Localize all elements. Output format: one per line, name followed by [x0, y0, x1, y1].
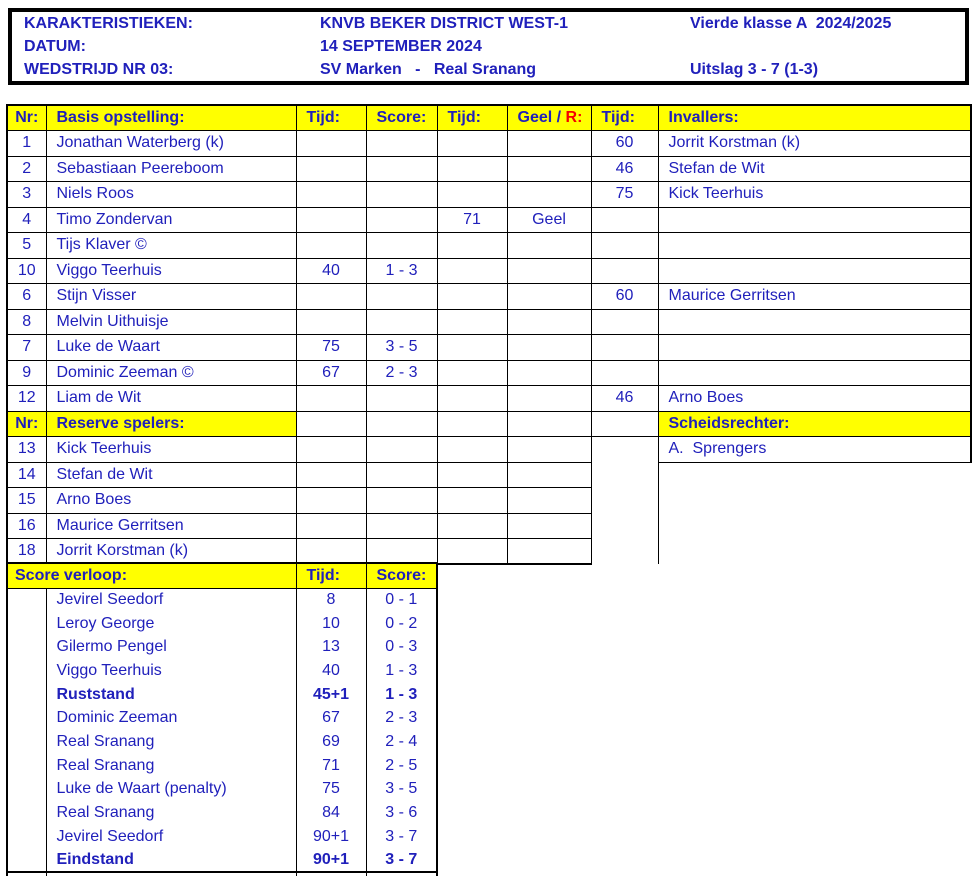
empty-cell	[296, 488, 366, 514]
running-score: 3 - 6	[366, 801, 437, 825]
sub-time	[591, 360, 658, 386]
player-row	[7, 233, 971, 259]
lineup-header-row	[7, 105, 971, 131]
score-verloop-header-row	[7, 563, 437, 588]
empty-cell	[7, 706, 46, 730]
reserve-row	[7, 539, 971, 565]
empty-cell	[366, 437, 437, 463]
player-row	[7, 258, 971, 284]
referee-name: A. Sprengers	[658, 437, 971, 463]
player-row	[7, 182, 971, 208]
sub-time: 46	[591, 386, 658, 412]
goal-minute: 13	[296, 635, 366, 659]
reserve-nr: 16	[7, 513, 46, 539]
goal-score	[366, 309, 437, 335]
goal-minute: 71	[296, 754, 366, 778]
open-tijd-cell	[591, 437, 658, 463]
sub-time	[591, 258, 658, 284]
player-nr: 6	[7, 284, 46, 310]
open-tijd-cell	[591, 513, 658, 539]
card-time	[437, 131, 507, 157]
empty-cell	[296, 539, 366, 565]
col-header-basis: Basis opstelling:	[46, 105, 296, 131]
goal-row	[7, 730, 437, 754]
datum-label: DATUM:	[24, 38, 86, 55]
empty-cell	[7, 801, 46, 825]
player-name: Timo Zondervan	[46, 207, 296, 233]
open-area	[658, 539, 971, 565]
goal-row	[7, 825, 437, 849]
player-nr: 2	[7, 156, 46, 182]
empty-cell	[366, 539, 437, 565]
sub-name: Arno Boes	[658, 386, 971, 412]
final-minute: 90+1	[296, 849, 366, 873]
player-nr: 9	[7, 360, 46, 386]
goal-time	[296, 131, 366, 157]
card-type	[507, 386, 591, 412]
card-time	[437, 156, 507, 182]
goal-time: 75	[296, 335, 366, 361]
header-right-empty	[678, 36, 965, 58]
halftime-score: 1 - 3	[366, 683, 437, 707]
empty-cell	[437, 513, 507, 539]
geel-label: Geel /	[517, 109, 566, 126]
scorer-name: Jevirel Seedorf	[46, 588, 296, 612]
halftime-row	[7, 683, 437, 707]
sub-name	[658, 360, 971, 386]
reserve-name: Stefan de Wit	[46, 462, 296, 488]
player-name: Tijs Klaver ©	[46, 233, 296, 259]
header-row-karakteristieken	[12, 13, 965, 35]
sub-name: Jorrit Korstman (k)	[658, 131, 971, 157]
reserve-header-row	[7, 411, 971, 437]
goal-score: 2 - 3	[366, 360, 437, 386]
player-nr: 8	[7, 309, 46, 335]
sub-time	[591, 335, 658, 361]
score-verloop-tijd-header: Tijd:	[296, 563, 366, 588]
goal-time	[296, 233, 366, 259]
reserve-nr: 13	[7, 437, 46, 463]
empty-cell	[366, 488, 437, 514]
sub-time: 46	[591, 156, 658, 182]
col-header-invallers: Invallers:	[658, 105, 971, 131]
stub-cell	[46, 872, 296, 876]
sub-name	[658, 258, 971, 284]
goal-score	[366, 182, 437, 208]
empty-cell	[507, 539, 591, 565]
player-name: Liam de Wit	[46, 386, 296, 412]
sub-name	[658, 309, 971, 335]
player-name: Viggo Teerhuis	[46, 258, 296, 284]
goal-row	[7, 612, 437, 636]
goal-score	[366, 386, 437, 412]
match-date: 14 SEPTEMBER 2024	[320, 38, 482, 55]
goal-minute: 67	[296, 706, 366, 730]
col-header-tijd1: Tijd:	[296, 105, 366, 131]
goal-score	[366, 156, 437, 182]
league-class: Vierde klasse A 2024/2025	[690, 15, 892, 32]
player-row	[7, 131, 971, 157]
card-type	[507, 284, 591, 310]
sub-name: Maurice Gerritsen	[658, 284, 971, 310]
empty-cell	[7, 659, 46, 683]
stub-cell	[366, 872, 437, 876]
match-header-box	[8, 8, 969, 85]
goal-minute: 75	[296, 778, 366, 802]
sub-name	[658, 207, 971, 233]
card-type	[507, 156, 591, 182]
sub-time	[591, 309, 658, 335]
goal-score	[366, 207, 437, 233]
reserve-name: Arno Boes	[46, 488, 296, 514]
running-score: 0 - 1	[366, 588, 437, 612]
sub-name: Stefan de Wit	[658, 156, 971, 182]
sub-time	[591, 207, 658, 233]
cutoff-stub-row	[7, 872, 437, 876]
reserve-nr-header: Nr:	[7, 411, 46, 437]
open-tijd-cell	[591, 488, 658, 514]
reserve-row	[7, 437, 971, 463]
sub-name: Kick Teerhuis	[658, 182, 971, 208]
running-score: 2 - 5	[366, 754, 437, 778]
card-time	[437, 360, 507, 386]
card-type	[507, 335, 591, 361]
reserve-row	[7, 513, 971, 539]
goal-row	[7, 801, 437, 825]
open-area	[658, 488, 971, 514]
sub-name	[658, 233, 971, 259]
header-row-wedstrijd	[12, 59, 965, 81]
card-time	[437, 386, 507, 412]
sub-time: 60	[591, 131, 658, 157]
player-row	[7, 156, 971, 182]
goal-row	[7, 635, 437, 659]
empty-cell	[437, 462, 507, 488]
scorer-name: Leroy George	[46, 612, 296, 636]
player-row	[7, 360, 971, 386]
empty-cell	[7, 730, 46, 754]
card-type	[507, 360, 591, 386]
goal-score	[366, 284, 437, 310]
goal-row	[7, 706, 437, 730]
col-header-geel-r	[507, 105, 591, 131]
card-time	[437, 284, 507, 310]
goal-score: 3 - 5	[366, 335, 437, 361]
scorer-name: Viggo Teerhuis	[46, 659, 296, 683]
col-header-tijd3: Tijd:	[591, 105, 658, 131]
reserve-nr: 18	[7, 539, 46, 565]
sub-time: 60	[591, 284, 658, 310]
empty-cell	[591, 411, 658, 437]
goal-minute: 90+1	[296, 825, 366, 849]
empty-cell	[366, 411, 437, 437]
running-score: 2 - 3	[366, 706, 437, 730]
score-verloop-table	[6, 562, 438, 876]
goal-row	[7, 778, 437, 802]
empty-cell	[7, 683, 46, 707]
goal-minute: 8	[296, 588, 366, 612]
goal-row	[7, 588, 437, 612]
empty-cell	[7, 635, 46, 659]
goal-time	[296, 284, 366, 310]
halftime-minute: 45+1	[296, 683, 366, 707]
player-nr: 7	[7, 335, 46, 361]
card-type	[507, 309, 591, 335]
goal-time	[296, 156, 366, 182]
card-type	[507, 131, 591, 157]
referee-label: Scheidsrechter:	[658, 411, 971, 437]
competition-name: KNVB BEKER DISTRICT WEST-1	[320, 15, 569, 32]
empty-cell	[296, 462, 366, 488]
player-row	[7, 284, 971, 310]
reserve-row	[7, 462, 971, 488]
goal-time	[296, 386, 366, 412]
empty-cell	[507, 437, 591, 463]
scorer-name: Dominic Zeeman	[46, 706, 296, 730]
goal-time: 67	[296, 360, 366, 386]
empty-cell	[7, 849, 46, 873]
scorer-name: Jevirel Seedorf	[46, 825, 296, 849]
reserve-name: Maurice Gerritsen	[46, 513, 296, 539]
empty-cell	[7, 588, 46, 612]
open-area	[658, 462, 971, 488]
col-header-nr: Nr:	[7, 105, 46, 131]
header-row-datum	[12, 36, 965, 58]
open-tijd-cell	[591, 462, 658, 488]
match-result: Uitslag 3 - 7 (1-3)	[690, 61, 819, 78]
goal-score	[366, 233, 437, 259]
goal-row	[7, 754, 437, 778]
running-score: 1 - 3	[366, 659, 437, 683]
empty-cell	[296, 437, 366, 463]
sub-time	[591, 233, 658, 259]
player-row	[7, 207, 971, 233]
player-nr: 1	[7, 131, 46, 157]
karakteristieken-label: KARAKTERISTIEKEN:	[24, 15, 193, 32]
goal-minute: 40	[296, 659, 366, 683]
goal-time: 40	[296, 258, 366, 284]
player-name: Niels Roos	[46, 182, 296, 208]
player-row	[7, 386, 971, 412]
empty-cell	[437, 411, 507, 437]
col-header-tijd2: Tijd:	[437, 105, 507, 131]
player-row	[7, 309, 971, 335]
player-name: Jonathan Waterberg (k)	[46, 131, 296, 157]
goal-minute: 10	[296, 612, 366, 636]
empty-cell	[507, 411, 591, 437]
empty-cell	[7, 754, 46, 778]
player-row	[7, 335, 971, 361]
player-name: Melvin Uithuisje	[46, 309, 296, 335]
scorer-name: Luke de Waart (penalty)	[46, 778, 296, 802]
running-score: 0 - 3	[366, 635, 437, 659]
goal-time	[296, 309, 366, 335]
empty-cell	[437, 539, 507, 565]
empty-cell	[366, 462, 437, 488]
empty-cell	[296, 513, 366, 539]
reserve-label: Reserve spelers:	[46, 411, 296, 437]
card-time	[437, 233, 507, 259]
match-teams: SV Marken - Real Sranang	[320, 61, 537, 78]
reserve-nr: 15	[7, 488, 46, 514]
final-label: Eindstand	[46, 849, 296, 873]
reserve-name: Jorrit Korstman (k)	[46, 539, 296, 565]
reserve-nr: 14	[7, 462, 46, 488]
sub-name	[658, 335, 971, 361]
player-nr: 12	[7, 386, 46, 412]
goal-score	[366, 131, 437, 157]
scorer-name: Real Sranang	[46, 801, 296, 825]
lineup-table	[6, 104, 972, 565]
running-score: 2 - 4	[366, 730, 437, 754]
card-type	[507, 182, 591, 208]
player-nr: 3	[7, 182, 46, 208]
empty-cell	[296, 411, 366, 437]
card-type	[507, 258, 591, 284]
goal-row	[7, 659, 437, 683]
open-area	[658, 513, 971, 539]
player-name: Luke de Waart	[46, 335, 296, 361]
player-nr: 5	[7, 233, 46, 259]
card-time	[437, 258, 507, 284]
empty-cell	[507, 488, 591, 514]
rood-label: R:	[565, 109, 583, 126]
empty-cell	[507, 513, 591, 539]
final-score-row	[7, 849, 437, 873]
goal-minute: 84	[296, 801, 366, 825]
stub-cell	[296, 872, 366, 876]
scorer-name: Real Sranang	[46, 730, 296, 754]
goal-minute: 69	[296, 730, 366, 754]
goal-score: 1 - 3	[366, 258, 437, 284]
card-type	[507, 233, 591, 259]
card-time: 71	[437, 207, 507, 233]
player-nr: 4	[7, 207, 46, 233]
reserve-row	[7, 488, 971, 514]
player-name: Sebastiaan Peereboom	[46, 156, 296, 182]
player-name: Stijn Visser	[46, 284, 296, 310]
running-score: 3 - 7	[366, 825, 437, 849]
empty-cell	[7, 778, 46, 802]
player-name: Dominic Zeeman ©	[46, 360, 296, 386]
score-verloop-title: Score verloop:	[7, 563, 296, 588]
wedstrijdnr-label: WEDSTRIJD NR 03:	[24, 61, 174, 78]
scorer-name: Real Sranang	[46, 754, 296, 778]
reserve-name: Kick Teerhuis	[46, 437, 296, 463]
score-verloop-score-header: Score:	[366, 563, 437, 588]
sub-time: 75	[591, 182, 658, 208]
card-type: Geel	[507, 207, 591, 233]
card-time	[437, 309, 507, 335]
card-time	[437, 335, 507, 361]
player-nr: 10	[7, 258, 46, 284]
goal-time	[296, 182, 366, 208]
col-header-score: Score:	[366, 105, 437, 131]
empty-cell	[437, 437, 507, 463]
open-tijd-cell	[591, 539, 658, 565]
scorer-name: Gilermo Pengel	[46, 635, 296, 659]
empty-cell	[437, 488, 507, 514]
running-score: 0 - 2	[366, 612, 437, 636]
empty-cell	[507, 462, 591, 488]
card-time	[437, 182, 507, 208]
halftime-label: Ruststand	[46, 683, 296, 707]
stub-cell	[7, 872, 46, 876]
final-score: 3 - 7	[366, 849, 437, 873]
goal-time	[296, 207, 366, 233]
empty-cell	[7, 825, 46, 849]
running-score: 3 - 5	[366, 778, 437, 802]
empty-cell	[7, 612, 46, 636]
empty-cell	[366, 513, 437, 539]
